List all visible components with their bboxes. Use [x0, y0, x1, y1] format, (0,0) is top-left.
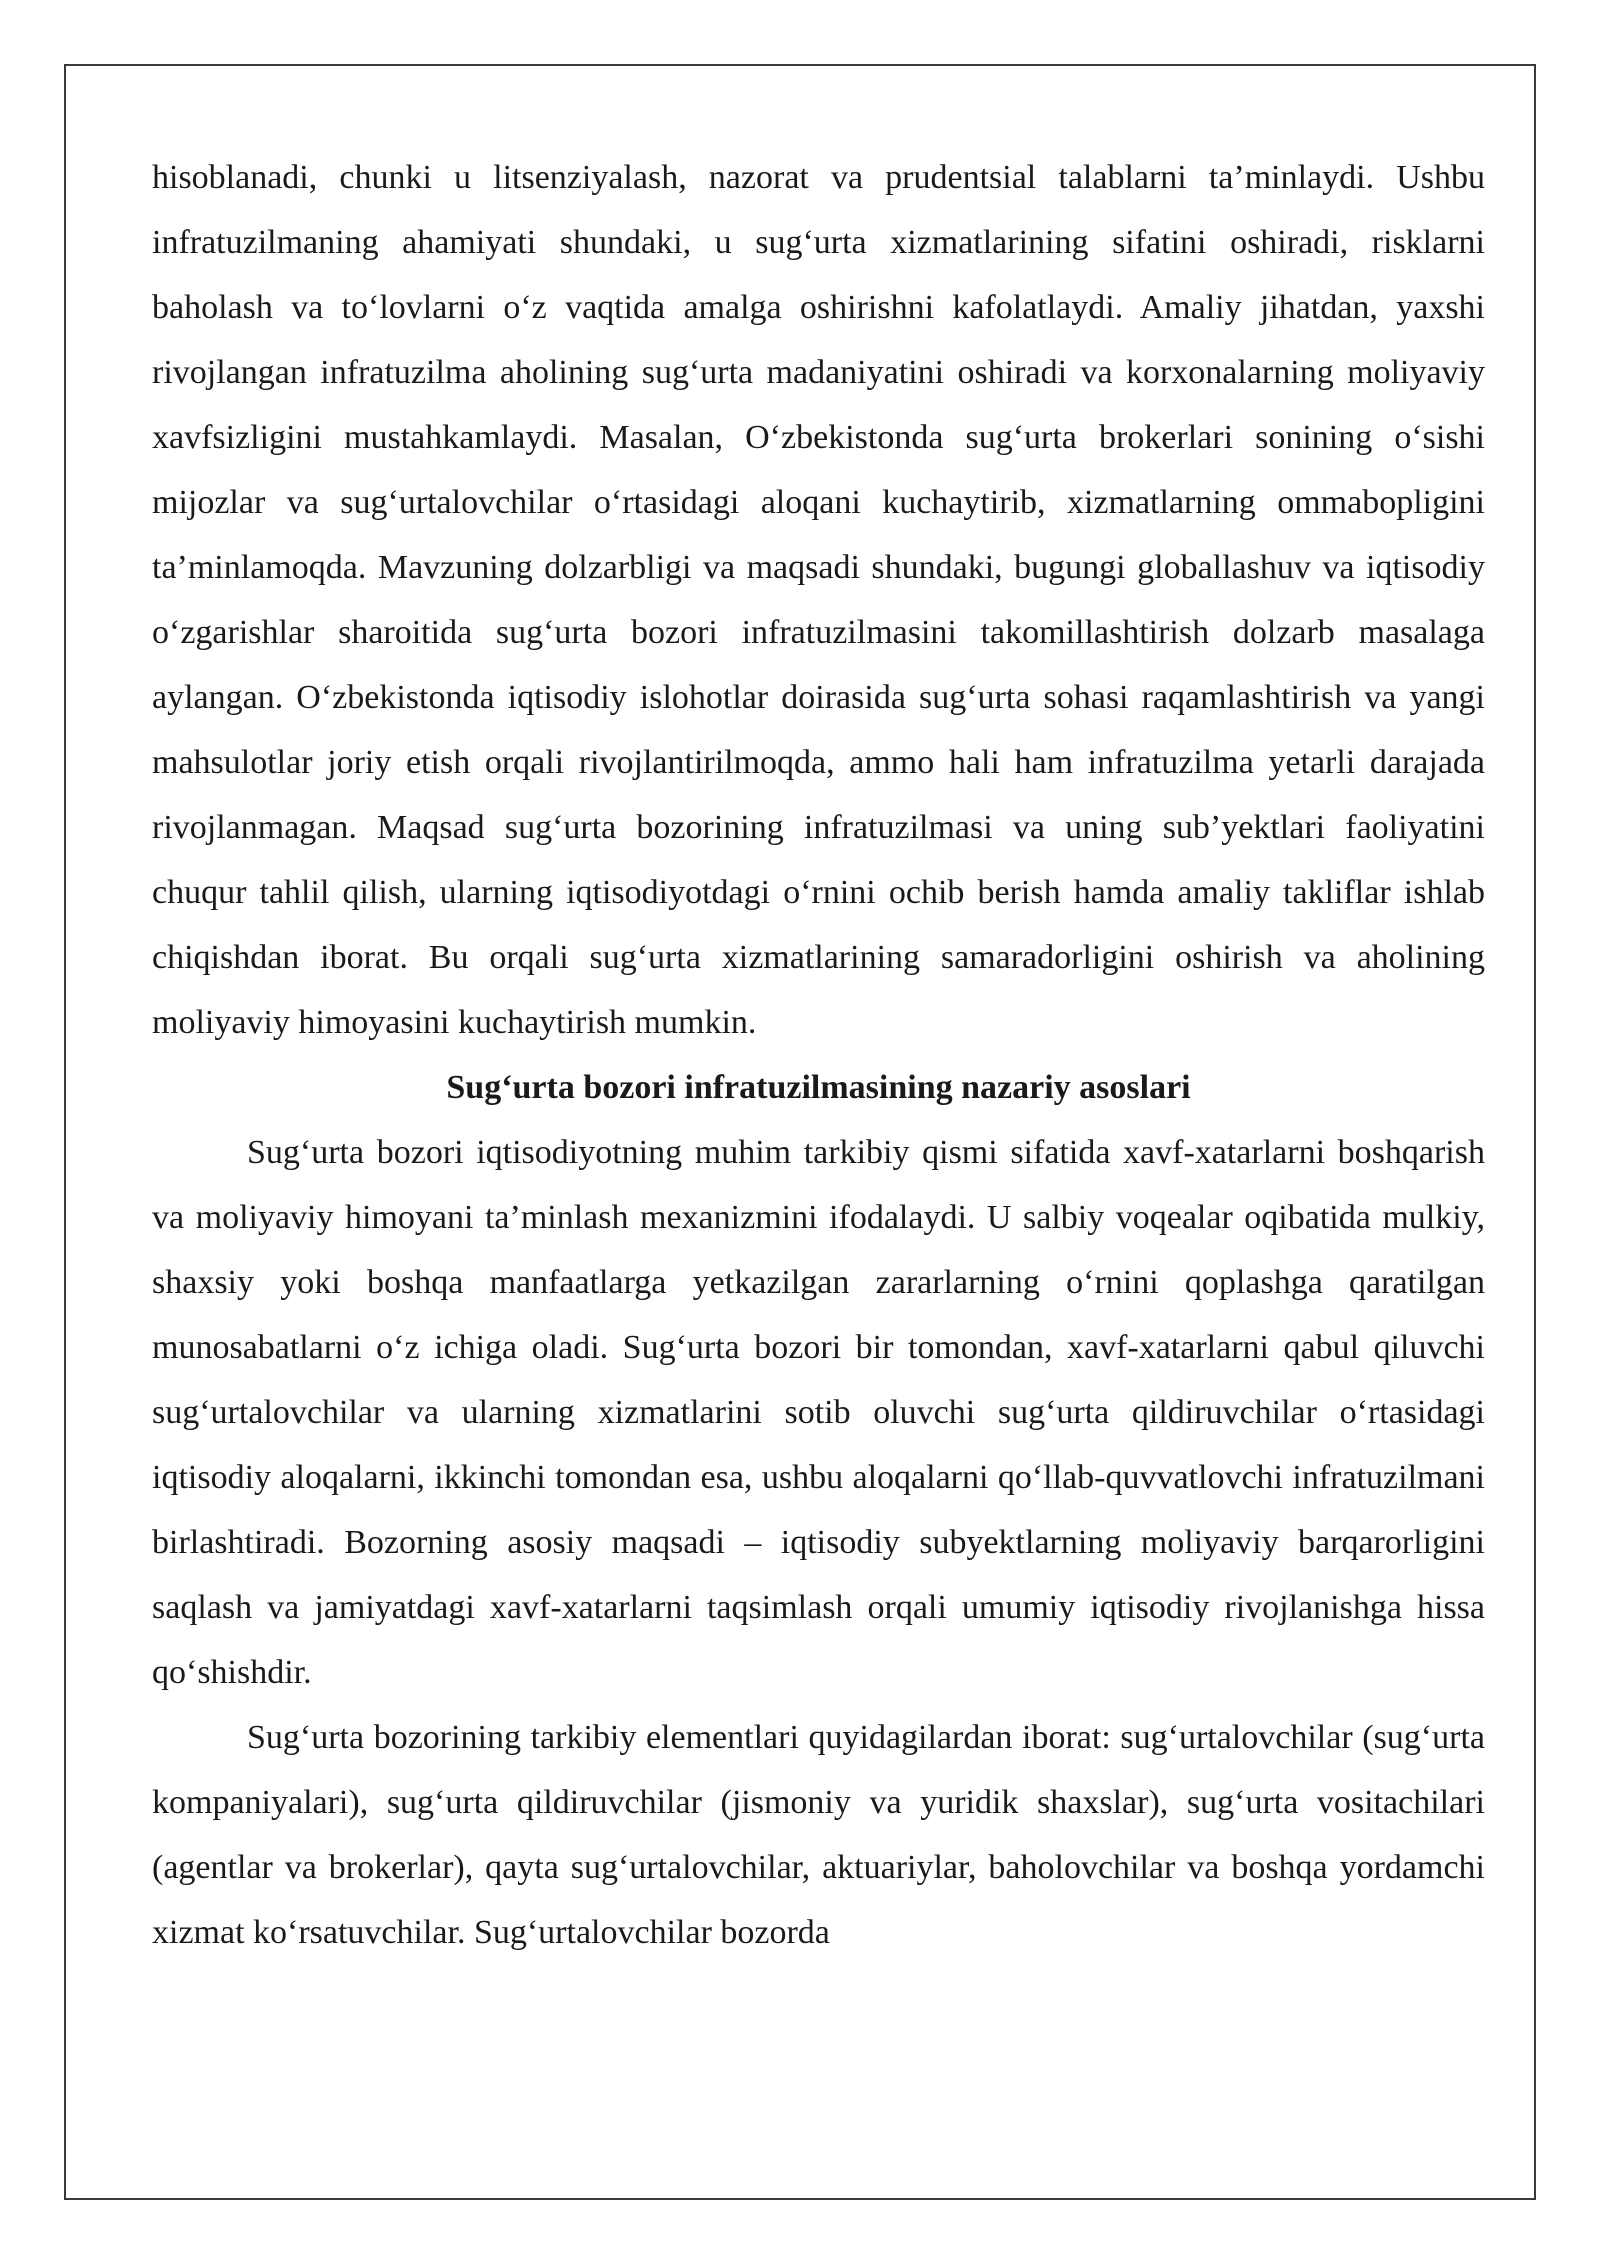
section-heading: Sug‘urta bozori infratuzilmasining nazariy asoslari	[446, 1069, 1191, 1106]
document-body	[152, 145, 1485, 1965]
paragraph-market-elements: Sug‘urta bozorining tarkibiy elementlari quyidagilardan iborat: sug‘urtalovchilar (sug‘urta kompaniyalari), sug‘urta qildiruvchilar (jismoniy va yuridik shaxslar), sug‘urta vositachilari (agentlar va brokerlar), qayta sug‘urtalovchilar, aktuariylar, baholovchilar va boshqa yordamchi xizmat ko‘rsatuvchilar. Sug‘urtalovchilar bozorda	[152, 1719, 1485, 1951]
paragraph-market-definition: Sug‘urta bozori iqtisodiyotning muhim tarkibiy qismi sifatida xavf-xatarlarni boshqarish va moliyaviy himoyani ta’minlash mexanizmini ifodalaydi. U salbiy voqealar oqibatida mulkiy, shaxsiy yoki boshqa manfaatlarga yetkazilgan zararlarning o‘rnini qoplashga qaratilgan munosabatlarni o‘z ichiga oladi. Sug‘urta bozori bir tomondan, xavf-xatarlarni qabul qiluvchi sug‘urtalovchilar va ularning xizmatlarini sotib oluvchi sug‘urta qildiruvchilar o‘rtasidagi iqtisodiy aloqalarni, ikkinchi tomondan esa, ushbu aloqalarni qo‘llab-quvvatlovchi infratuzilmani birlashtiradi. Bozorning asosiy maqsadi – iqtisodiy subyektlarning moliyaviy barqarorligini saqlash va jamiyatdagi xavf-xatarlarni taqsimlash orqali umumiy iqtisodiy rivojlanishga hissa qo‘shishdir.	[152, 1134, 1485, 1691]
paragraph-intro: hisoblanadi, chunki u litsenziyalash, nazorat va prudentsial talablarni ta’minlaydi. Ushbu infratuzilmaning ahamiyati shundaki, u sug‘urta xizmatlarining sifatini oshiradi, risklarni baholash va to‘lovlarni o‘z vaqtida amalga oshirishni kafolatlaydi. Amaliy jihatdan, yaxshi rivojlangan infratuzilma aholining sug‘urta madaniyatini oshiradi va korxonalarning moliyaviy xavfsizligini mustahkamlaydi. Masalan, O‘zbekistonda sug‘urta brokerlari sonining o‘sishi mijozlar va sug‘urtalovchilar o‘rtasidagi aloqani kuchaytirib, xizmatlarning ommabopligini ta’minlamoqda. Mavzuning dolzarbligi va maqsadi shundaki, bugungi globallashuv va iqtisodiy o‘zgarishlar sharoitida sug‘urta bozori infratuzilmasini takomillashtirish dolzarb masalaga aylangan. O‘zbekistonda iqtisodiy islohotlar doirasida sug‘urta sohasi raqamlashtirish va yangi mahsulotlar joriy etish orqali rivojlantirilmoqda, ammo hali ham infratuzilma yetarli darajada rivojlanmagan. Maqsad sug‘urta bozorining infratuzilmasi va uning sub’yektlari faoliyatini chuqur tahlil qilish, ularning iqtisodiyotdagi o‘rnini ochib berish hamda amaliy takliflar ishlab chiqishdan iborat. Bu orqali sug‘urta xizmatlarining samaradorligini oshirish va aholining moliyaviy himoyasini kuchaytirish mumkin.	[152, 159, 1485, 1041]
